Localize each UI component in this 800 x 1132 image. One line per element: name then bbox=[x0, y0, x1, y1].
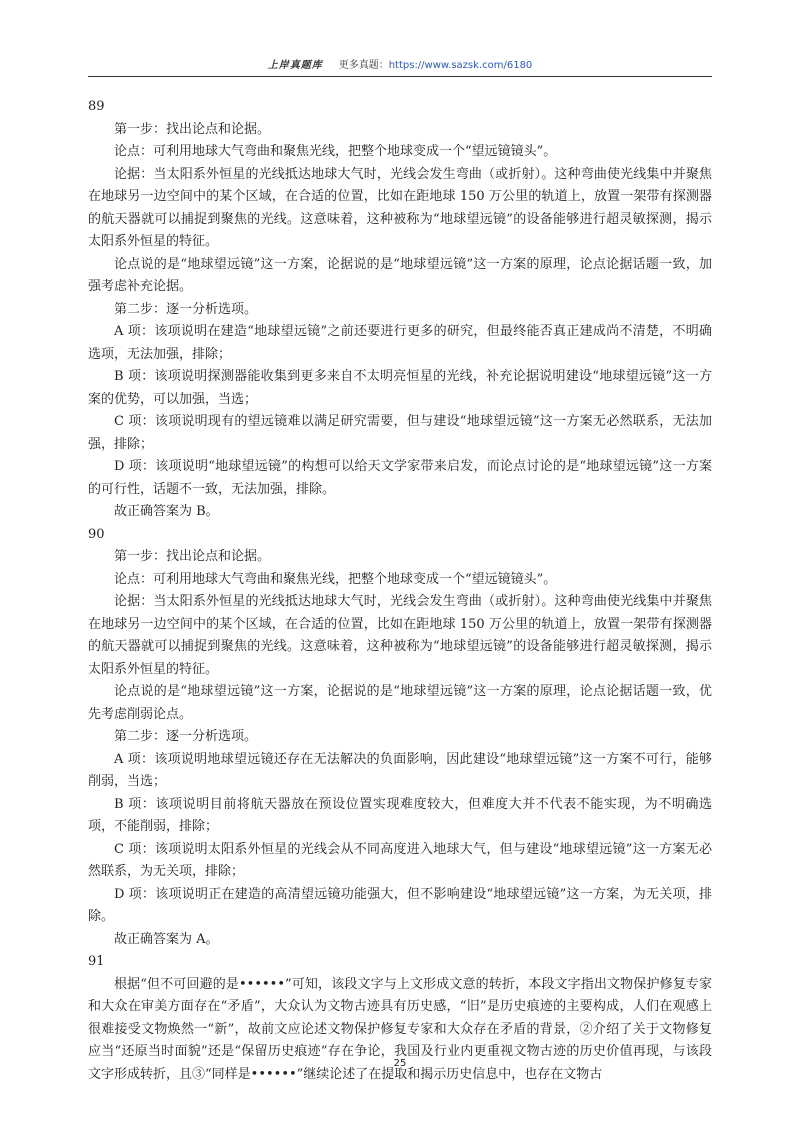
q89-thesis: 论点：可利用地球大气弯曲和聚焦光线，把整个地球变成一个“望远镜镜头”。 bbox=[114, 144, 557, 159]
page-header bbox=[88, 56, 712, 78]
q89-option-c: C 项：该项说明现有的望远镜难以满足研究需要，但与建设“地球望远镜”这一方案无必然联系，无法加强，排除； bbox=[88, 414, 712, 452]
q89-option-d: D 项：该项说明“地球望远镜”的构想可以给天文学家带来启发，而论点讨论的是“地球望远镜”这一方案的可行性，话题不一致，无法加强，排除。 bbox=[88, 459, 712, 497]
q90-analysis: 论点说的是“地球望远镜”这一方案，论据说的是“地球望远镜”这一方案的原理，论点论据话题一致，优先考虑削弱论点。 bbox=[88, 684, 712, 722]
q89-option-b: B 项：该项说明探测器能收集到更多来自不太明亮恒星的光线，补充论据说明建设“地球望远镜”这一方案的优势，可以加强，当选； bbox=[88, 369, 712, 407]
header-brand: 上岸真题库 bbox=[267, 60, 323, 71]
header-label: 更多真题： bbox=[338, 60, 389, 71]
q89-step2: 第二步：逐一分析选项。 bbox=[114, 301, 258, 317]
q90-option-a: A 项：该项说明地球望远镜还存在无法解决的负面影响，因此建设“地球望远镜”这一方案不可行，能够削弱，当选； bbox=[88, 751, 712, 789]
q89-number: 89 bbox=[88, 99, 105, 114]
q89-option-a: A 项：该项说明在建造“地球望远镜”之前还要进行更多的研究，但最终能否真正建成尚不清楚，不明确选项，无法加强，排除； bbox=[88, 324, 712, 362]
q89-answer: 故正确答案为 B。 bbox=[114, 504, 219, 519]
q90-answer: 故正确答案为 A。 bbox=[114, 931, 219, 947]
q90-step2: 第二步：逐一分析选项。 bbox=[114, 729, 258, 744]
q89-evidence: 论据：当太阳系外恒星的光线抵达地球大气时，光线会发生弯曲（或折射）。这种弯曲使光线集中并聚焦在地球另一边空间中的某个区域，在合适的位置，比如在距地球 150 万公里的轨道上，放置一架带有探测器的航天器就可以捕捉到聚焦的光线。这意味着，这种被称为“地球望远镜”的设备能够进行超灵敏探测，揭示太阳系外恒星的特征。 bbox=[88, 166, 712, 249]
q89-step1: 第一步：找出论点和论据。 bbox=[114, 121, 271, 137]
q90-option-d: D 项：该项说明正在建造的高清望远镜功能强大，但不影响建设“地球望远镜”这一方案，为无关项，排除。 bbox=[88, 886, 712, 924]
q90-option-b: B 项：该项说明目前将航天器放在预设位置实现难度较大，但难度大并不代表不能实现，为不明确选项，不能削弱，排除； bbox=[88, 796, 712, 834]
q90-step1: 第一步：找出论点和论据。 bbox=[114, 549, 271, 564]
header-link[interactable]: https://www.sazsk.com/6180 bbox=[388, 60, 533, 71]
page-number: 25 bbox=[393, 1058, 407, 1069]
q91-text: 根据“但不可回避的是••••••”可知，该段文字与上文形成文意的转折，本段文字指出文物保护修复专家和大众在审美方面存在“矛盾”，大众认为文物古迹具有历史感，“旧”是历史痕迹的主要构成，人们在观感上很难接受文物焕然一“新”，故前文应论述文物保护修复专家和大众存在矛盾的背景，②介绍了关于文物修复应当“还原当时面貌”还是“保留历史痕迹”存在争论，我国及行业内更重视文物古迹的历史价值再现，与该段文字形成转折，且③“同样是••••••”继续论述了在提取和揭示历史信息中，也存在文物古 bbox=[88, 976, 712, 1082]
document-body bbox=[88, 96, 712, 1086]
q90-option-c: C 项：该项说明太阳系外恒星的光线会从不同高度进入地球大气，但与建设“地球望远镜”这一方案无必然联系，为无关项，排除； bbox=[88, 841, 712, 879]
q91-number: 91 bbox=[88, 954, 105, 969]
q89-analysis: 论点说的是“地球望远镜”这一方案，论据说的是“地球望远镜”这一方案的原理，论点论据话题一致，加强考虑补充论据。 bbox=[88, 256, 712, 294]
q90-thesis: 论点：可利用地球大气弯曲和聚焦光线，把整个地球变成一个“望远镜镜头”。 bbox=[114, 571, 557, 587]
header-divider bbox=[88, 76, 712, 77]
q90-evidence: 论据：当太阳系外恒星的光线抵达地球大气时，光线会发生弯曲（或折射）。这种弯曲使光线集中并聚焦在地球另一边空间中的某个区域，在合适的位置，比如在距地球 150 万公里的轨道上，放置一架带有探测器的航天器就可以捕捉到聚焦的光线。这意味着，这种被称为“地球望远镜”的设备能够进行超灵敏探测，揭示太阳系外恒星的特征。 bbox=[88, 594, 712, 677]
q90-number: 90 bbox=[88, 526, 105, 542]
